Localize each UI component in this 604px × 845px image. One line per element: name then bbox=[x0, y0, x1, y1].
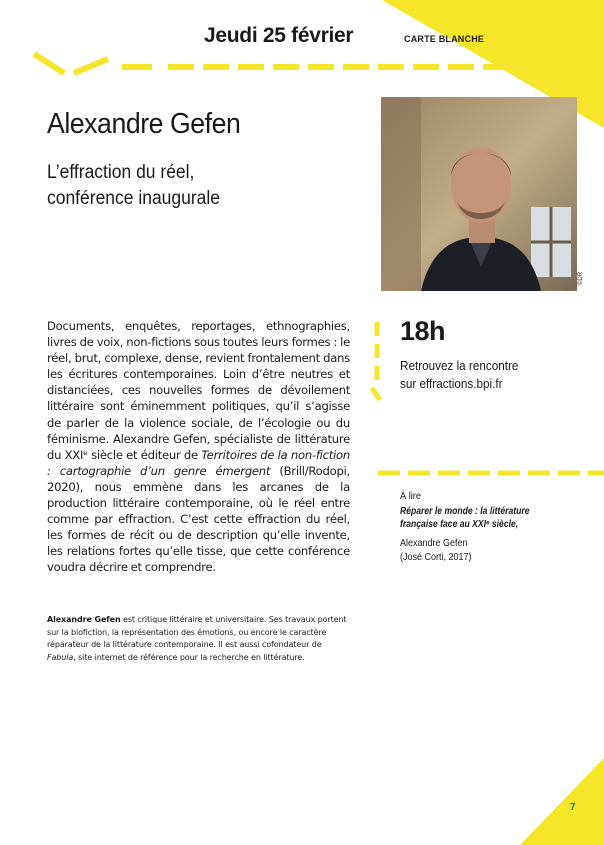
talk-title-line2: conférence inaugurale bbox=[47, 188, 220, 209]
page-number: 7 bbox=[570, 802, 576, 813]
event-time: 18h bbox=[400, 316, 446, 346]
photo-credit: ©DR bbox=[578, 271, 584, 285]
book-title: Territoires de la non-fiction : cartographie d’un genre émergent bbox=[47, 447, 350, 478]
speaker-bio bbox=[47, 614, 350, 664]
reading-title-line1: Réparer le monde : la littérature bbox=[400, 506, 530, 517]
reading-author: Alexandre Gefen bbox=[400, 538, 468, 549]
bio-site: Fabula bbox=[47, 652, 74, 662]
main-text bbox=[47, 318, 350, 576]
bio-name: Alexandre Gefen bbox=[47, 615, 121, 624]
bio-text1: est critique littéraire et universitaire. Ses travaux portent sur la biofiction, la représentation des émotions, ou encore le caractère réparateur de la littérature contemporaine. Il est aussi cofondateur de bbox=[47, 615, 347, 649]
reading-label: À lire bbox=[400, 491, 421, 502]
event-info-link[interactable]: sur effractions.bpi.fr bbox=[400, 376, 503, 391]
main-text-part1: Documents, enquêtes, reportages, ethnographies, livres de voix, non-fictions sous toutes leurs formes : le réel, brut, complexe, dense, revient frontalement dans les écritures contemporaines. Loin d’être neutres et distanciées, ces nouvelles formes de dévoilement littéraire sont éminemment politiques, qu’il s’agisse de parler de la violence sociale, de l’écologie ou du féminisme. Alexandre Gefen, spécialiste de littérature du XXIᵉ siècle et éditeur de bbox=[47, 319, 350, 462]
speaker-name: Alexandre Gefen bbox=[47, 108, 241, 140]
reading-title-line2: française face au XXIᵉ siècle, bbox=[400, 519, 519, 530]
speaker-photo bbox=[381, 97, 577, 291]
event-info-line1: Retrouvez la rencontre bbox=[400, 358, 519, 373]
event-info bbox=[400, 357, 562, 393]
reading-publisher: (José Corti, 2017) bbox=[400, 552, 472, 563]
section-label: CARTE BLANCHE bbox=[404, 34, 485, 44]
talk-title-line1: L’effraction du réel, bbox=[47, 162, 195, 183]
talk-title bbox=[47, 160, 323, 212]
event-date: Jeudi 25 février bbox=[204, 24, 354, 47]
main-text-part2: (Brill/Rodopi, 2020), nous emmène dans les arcanes de la production littéraire contemporaine, où le réel entre comme par effraction. C’est cette effraction du réel, les formes de récit ou de description qu’elle invente, les relations fortes qu’elle tisse, que cette conférence voudra décrire et comprendre. bbox=[47, 463, 350, 575]
bio-text2: , site internet de référence pour la recherche en littérature. bbox=[73, 652, 305, 662]
reading-title bbox=[400, 505, 555, 531]
